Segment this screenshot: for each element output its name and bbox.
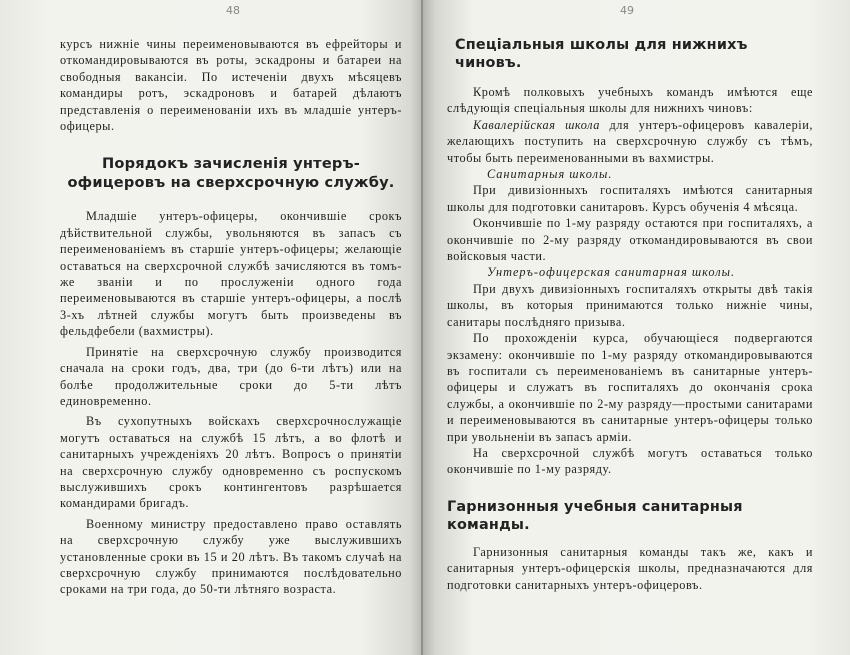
paragraph-cavalry [447,117,813,166]
paragraph: Младшіе унтеръ-офицеры, окончившіе срокъ дѣйствительной службы, увольняются въ запасъ съ переименованіемъ въ старшіе унтеръ-офицеры; желающіе оставаться на сверхсрочной службѣ зачисляются въ томъ-же званіи и по прослуженіи одного года переименовываются въ старшіе унтеръ-офицеры, а послѣ 3-хъ лѣтней службы могутъ быть произведены въ фельдфебели (вахмистры). [60,209,402,339]
paragraph: На сверхсрочной службѣ могутъ оставаться только окончившіе по 1-му разряду. [447,445,813,477]
section-heading-garrison-teams: Гарнизонныя учебныя санитарныя команды. [447,498,743,533]
paragraph: Гарнизонныя санитарныя команды такъ же, какъ и санитарныя унтеръ-офицерскія школы, предназначаются для подготовки санитарныхъ унтеръ-офицеровъ. [447,544,813,592]
cavalry-text: для унтеръ-офицеровъ кавалеріи, желающихъ поступить на сверхсрочную службу съ тѣмъ, чтобы быть переименованными въ вахмистры. [447,117,813,165]
subheading-nco-medical-school: Унтеръ-офицерская санитарная школы. [487,265,736,280]
subheading-cavalry-school: Кавалерійская школа [473,117,600,132]
left-page-body [60,36,402,598]
left-page [0,0,423,655]
paragraph: Кромѣ полковыхъ учебныхъ командъ имѣются еще слѣдующія спеціальныя школы для нижнихъ чиновъ: [447,85,813,116]
page-number-left: 48 [226,4,240,17]
paragraph: По прохожденіи курса, обучающіеся подвергаются экзамену: окончившіе по 1-му разряду откомандировываются въ госпитали съ переименованіемъ въ санитарные унтеръ-офицеры и служатъ въ госпиталяхъ до окончанія срока службы, а окончившіе по 2-му разряду—простыми санитарами и переименовываются въ санитарные унтеръ-офицеры только при увольненіи въ запасъ арміи. [447,331,813,444]
page-number-right: 49 [620,4,634,17]
paragraph: При двухъ дивизіонныхъ госпиталяхъ открыты двѣ такія школы, въ которыя принимаются только нижніе чины, санитары послѣдняго призыва. [447,281,813,329]
intro-paragraph: курсъ нижніе чины переименовываются въ ефрейторы и откомандировываются въ роты, эскадроны и батареи на свободныя вакансіи. По истеченіи двухъ мѣсяцевъ командиры ротъ, эскадроновъ и батарей дѣлаютъ представленія о переименованіи ихъ въ младшіе унтеръ-офицеры. [60,37,402,134]
section-heading-nco-enrollment: Порядокъ зачисленія унтеръ-офицеровъ на сверхсрочную службу. [67,155,395,192]
paragraph: Окончившіе по 1-му разряду остаются при госпиталяхъ, а окончившіе по 2-му разряду откомандировываются въ свои войсковыя части. [447,216,813,264]
paragraph: Въ сухопутныхъ войскахъ сверхсрочнослужащіе могутъ оставаться на службѣ 15 лѣтъ, а во флотѣ и санитарныхъ учрежденіяхъ 20 лѣтъ. Вопросъ о принятіи на сверхсрочную службу одновременно съ роспускомъ выслужившихъ срокъ контингентовъ разрѣшается командирами бригадъ. [60,414,402,511]
right-page-body [447,36,813,593]
subheading-medical-schools: Санитарныя школы. [487,167,613,182]
section-heading-special-schools: Спеціальныя школы для нижнихъ чиновъ. [455,37,748,71]
paragraph: Военному министру предоставлено право оставлять на сверхсрочную службу уже выслужившихъ установленные сроки въ 15 и 20 лѣтъ. Въ такомъ случаѣ на сверхсрочную службу принимаются послѣдовательно сроками на три года, до 50-ти лѣтняго возраста. [60,516,402,597]
paragraph: При дивизіонныхъ госпиталяхъ имѣются санитарныя школы для подготовки санитаровъ. Курсъ обученія 4 мѣсяца. [447,183,813,214]
right-page [423,0,850,655]
paragraph: Принятіе на сверхсрочную службу производится сначала на сроки годъ, два, три (до 6-ти лѣтъ) или на болѣе продолжительные сроки до 5-ти лѣтъ единовременно. [60,344,402,408]
